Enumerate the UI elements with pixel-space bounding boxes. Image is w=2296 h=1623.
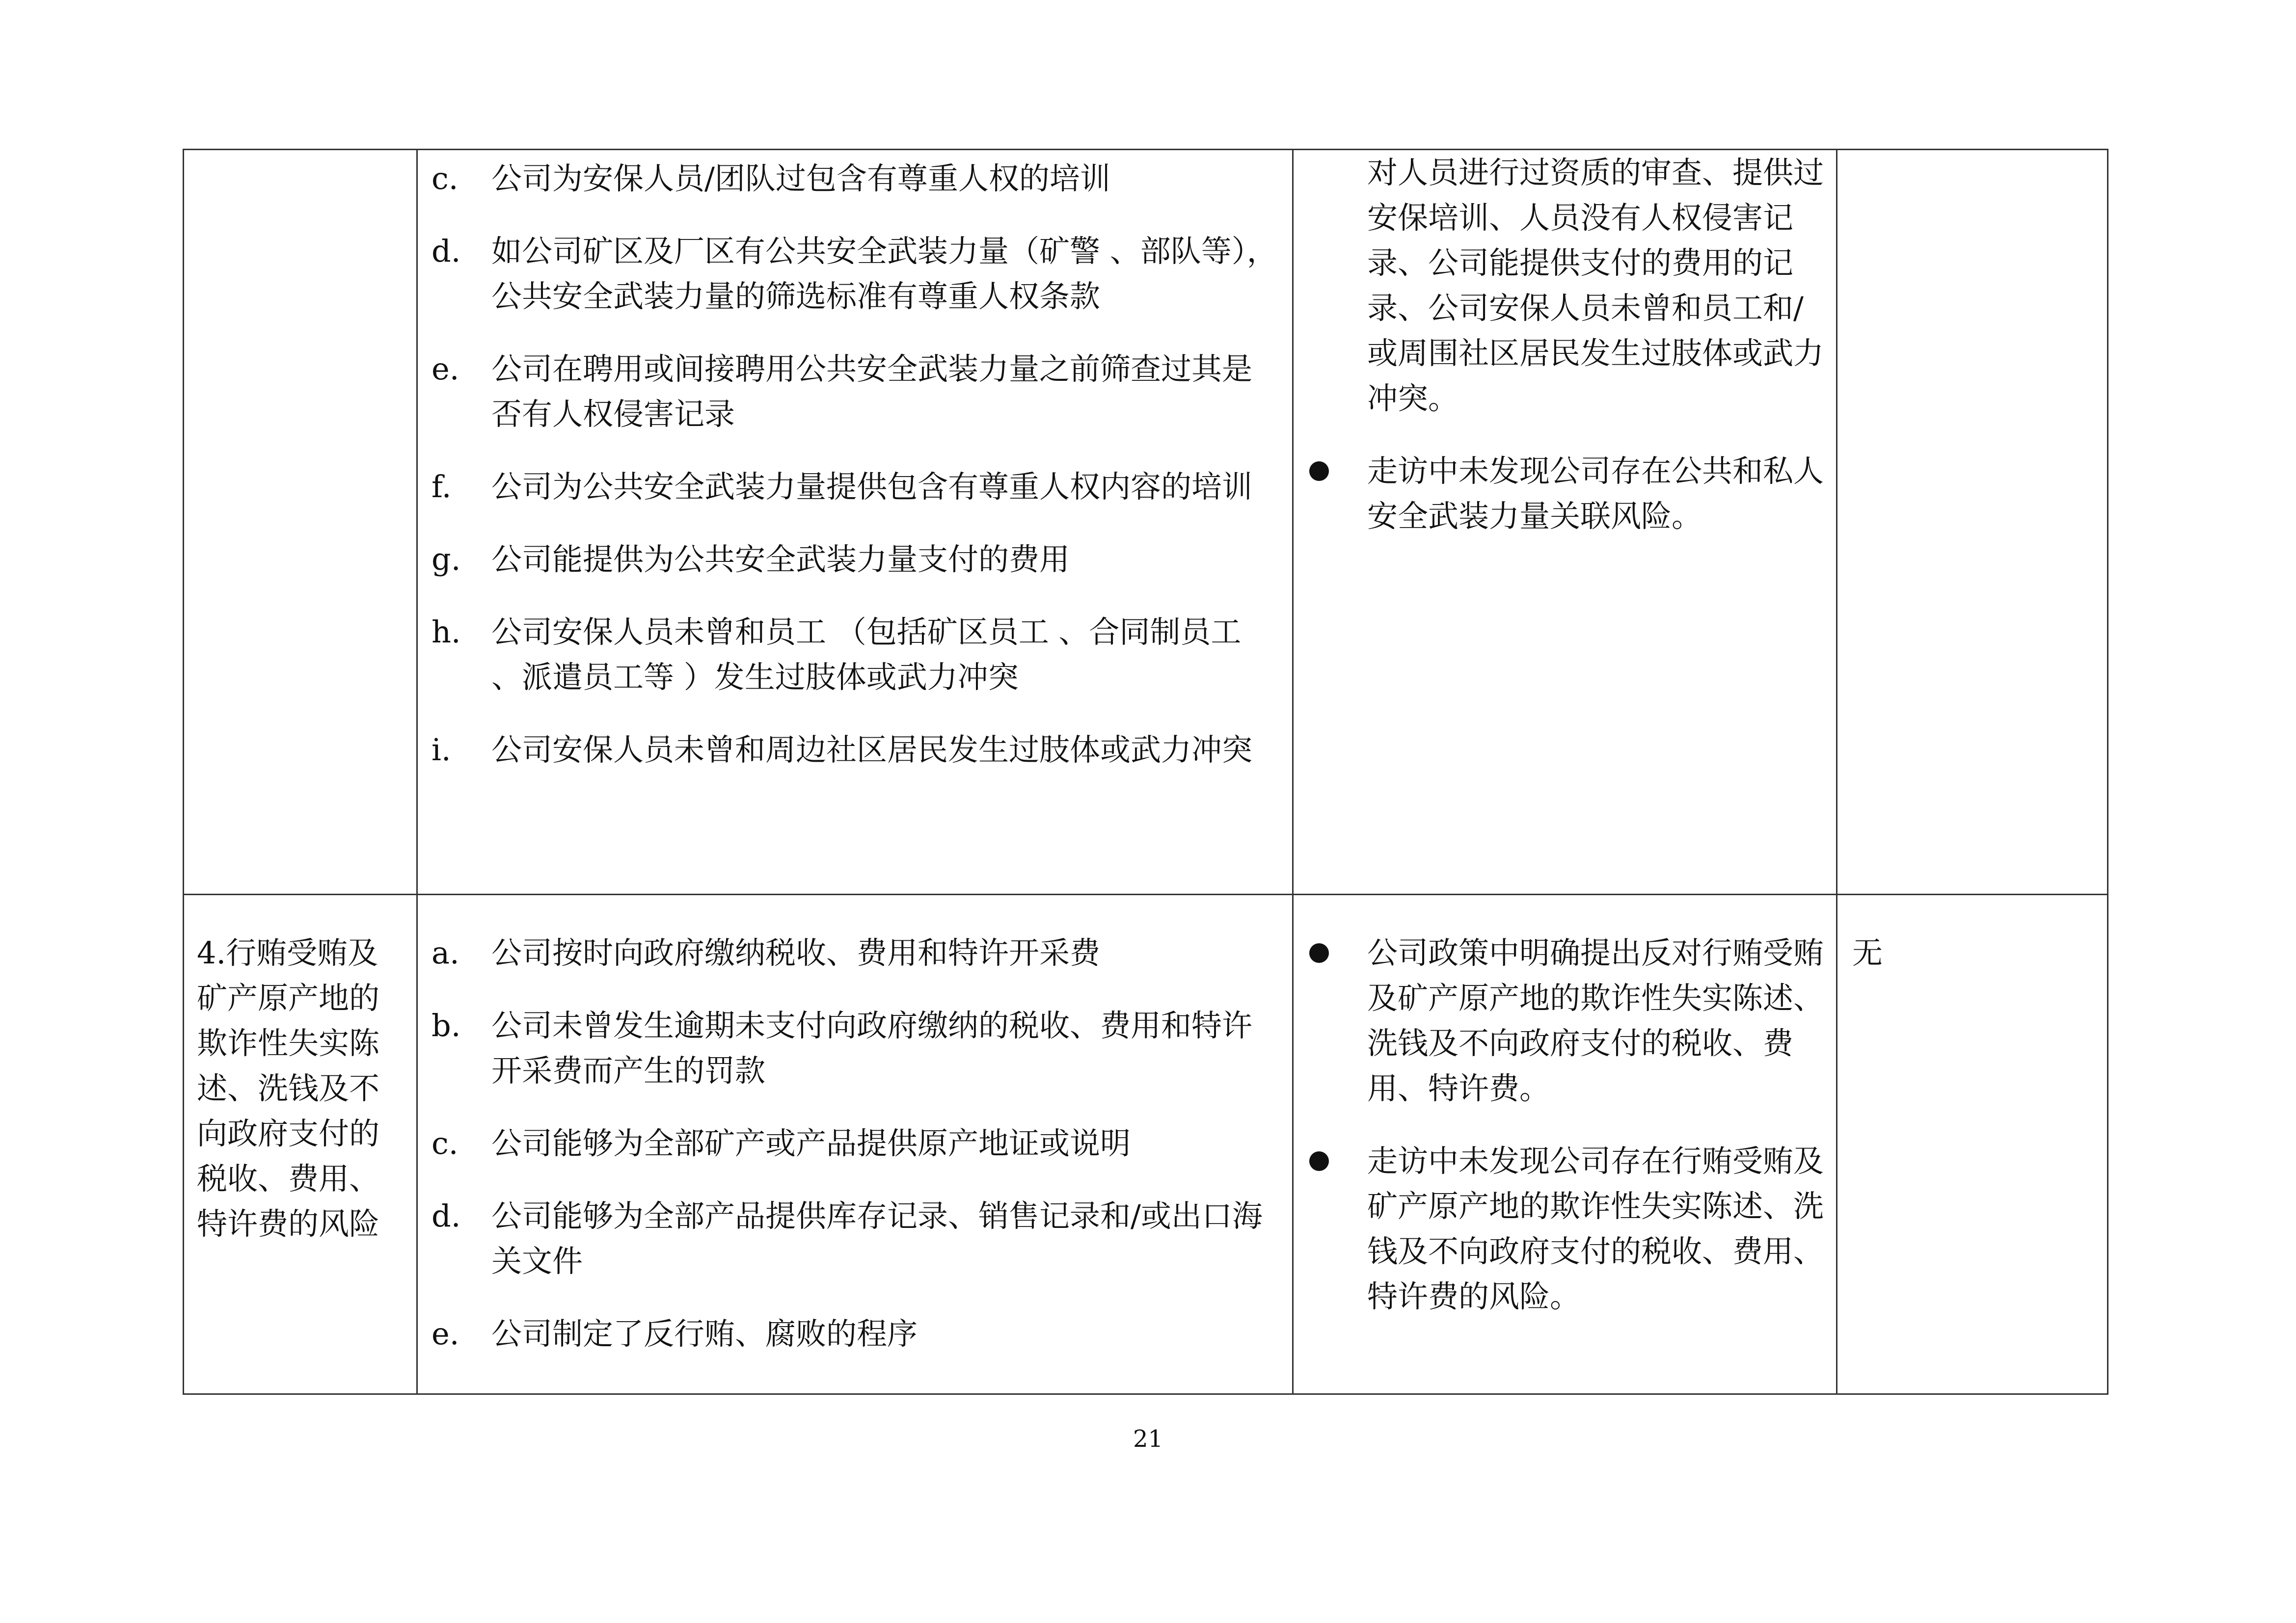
criteria-cell (417, 150, 1293, 895)
criterion-label: f. (432, 469, 452, 505)
criterion-item (418, 727, 1292, 772)
criterion-label: h. (432, 614, 461, 650)
findings-cell (1293, 895, 1837, 1394)
criterion-label: e. (432, 351, 459, 387)
criterion-text: 如公司矿区及厂区有公共安全武装力量（矿警 、部队等），公共安全武装力量的筛选标准有尊重人权条款 (491, 233, 1277, 314)
risk-category-cell (184, 895, 417, 1394)
criterion-text: 公司能提供为公共安全武装力量支付的费用 (491, 541, 1070, 577)
finding-text: 走访中未发现公司存在公共和私人安全武装力量关联风险。 (1367, 453, 1824, 534)
criterion-text: 公司为公共安全武装力量提供包含有尊重人权内容的培训 (491, 469, 1253, 505)
criterion-item (418, 537, 1292, 582)
bullet-icon (1294, 150, 1367, 421)
criterion-item (418, 346, 1292, 437)
bullet-icon (1294, 449, 1367, 539)
criterion-item (418, 156, 1292, 201)
bullet-icon (1294, 931, 1367, 1111)
finding-text: 走访中未发现公司存在行贿受贿及矿产原产地的欺诈性失实陈述、洗钱及不向政府支付的税收、费用、特许费的风险。 (1367, 1143, 1824, 1314)
page-number: 21 (1133, 1425, 1163, 1453)
remark-cell (1837, 895, 2108, 1394)
finding-text: 对人员进行过资质的审查、提供过安保培训、人员没有人权侵害记录、公司能提供支付的费用的记录、公司安保人员未曾和员工和/或周围社区居民发生过肢体或武力冲突。 (1367, 155, 1824, 416)
table-row (184, 150, 2108, 895)
table-row (184, 895, 2108, 1394)
remark-cell (1837, 150, 2108, 895)
criterion-label: b. (432, 1008, 461, 1043)
finding-text: 公司政策中明确提出反对行贿受贿及矿产原产地的欺诈性失实陈述、洗钱及不向政府支付的税收、费用、特许费。 (1367, 935, 1824, 1106)
criterion-text: 公司在聘用或间接聘用公共安全武装力量之前筛查过其是否有人权侵害记录 (491, 351, 1253, 432)
criterion-item (418, 1003, 1292, 1093)
remark-text (1837, 150, 2107, 186)
criterion-text: 公司能够为全部产品提供库存记录、销售记录和/或出口海关文件 (491, 1198, 1263, 1279)
criterion-text: 公司按时向政府缴纳税收、费用和特许开采费 (491, 935, 1101, 971)
criterion-label: d. (432, 233, 461, 269)
criterion-text: 公司为安保人员/团队过包含有尊重人权的培训 (491, 160, 1110, 196)
criterion-item (418, 464, 1292, 509)
criterion-label: d. (432, 1198, 461, 1234)
criterion-item (418, 1121, 1292, 1166)
criterion-text: 公司未曾发生逾期未支付向政府缴纳的税收、费用和特许开采费而产生的罚款 (491, 1008, 1253, 1089)
finding-item (1294, 150, 1836, 421)
criterion-item (418, 229, 1292, 319)
finding-item (1294, 931, 1836, 1111)
assessment-table (183, 149, 2108, 1395)
finding-item (1294, 449, 1836, 539)
risk-category (184, 150, 416, 186)
finding-item (1294, 1139, 1836, 1319)
criterion-label: g. (432, 541, 461, 577)
remark-text: 无 (1852, 935, 1883, 971)
criterion-text: 公司安保人员未曾和周边社区居民发生过肢体或武力冲突 (491, 732, 1253, 768)
criterion-text: 公司制定了反行贿、腐败的程序 (491, 1316, 918, 1352)
criteria-cell (417, 895, 1293, 1394)
bullet-icon (1294, 1139, 1367, 1319)
criterion-item (418, 610, 1292, 700)
criterion-label: a. (432, 935, 459, 971)
criterion-label: i. (432, 732, 451, 768)
criterion-label: c. (432, 160, 459, 196)
criterion-text: 公司能够为全部矿产或产品提供原产地证或说明 (491, 1125, 1131, 1161)
risk-category-cell (184, 150, 417, 895)
criterion-label: c. (432, 1125, 459, 1161)
findings-cell (1293, 150, 1837, 895)
criterion-item (418, 931, 1292, 976)
criterion-item (418, 1311, 1292, 1357)
criterion-label: e. (432, 1316, 459, 1352)
criterion-item (418, 1194, 1292, 1284)
criterion-text: 公司安保人员未曾和员工 （包括矿区员工 、合同制员工 、派遣员工等 ）发生过肢体或武力冲突 (491, 614, 1242, 695)
risk-category: 4.行贿受贿及矿产原产地的欺诈性失实陈述、洗钱及不向政府支付的税收、费用、特许费的风险 (197, 935, 380, 1242)
